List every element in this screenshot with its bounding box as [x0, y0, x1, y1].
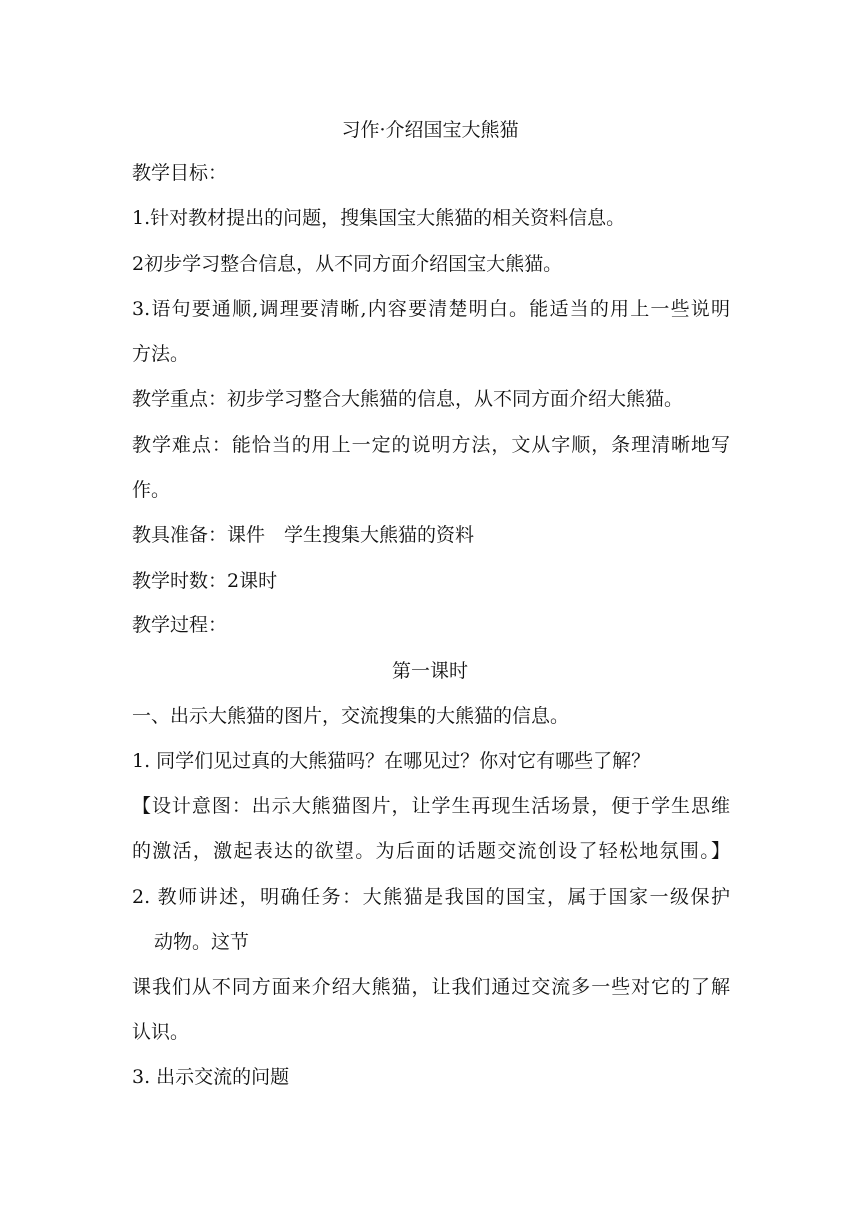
key-point: 教学重点：初步学习整合大熊猫的信息，从不同方面介绍大熊猫。 [132, 388, 684, 410]
process-heading: 教学过程： [132, 614, 228, 636]
design-intent-line-1: 【设计意图：出示大熊猫图片，让学生再现生活场景，便于学生思维 [132, 795, 730, 817]
materials: 教具准备：课件 学生搜集大熊猫的资料 [132, 524, 475, 546]
step-2-line-4: 认识。 [132, 1021, 190, 1043]
teaching-hours: 教学时数：2课时 [132, 570, 278, 592]
goal-3-line-2: 方法。 [132, 343, 190, 365]
difficulty-line-2: 作。 [132, 479, 171, 501]
step-3: 3. 出示交流的问题 [132, 1066, 290, 1088]
section-1-heading: 一、出示大熊猫的图片，交流搜集的大熊猫的信息。 [132, 705, 570, 727]
goals-heading: 教学目标： [132, 162, 228, 184]
difficulty-line-1: 教学难点：能恰当的用上一定的说明方法，文从字顺，条理清晰地写 [132, 434, 730, 456]
step-2-line-3: 课我们从不同方面来介绍大熊猫，让我们通过交流多一些对它的了解 [132, 976, 730, 998]
step-1: 1. 同学们见过真的大熊猫吗？在哪见过？你对它有哪些了解？ [132, 750, 651, 772]
step-2-line-1: 2. 教师讲述，明确任务：大熊猫是我国的国宝，属于国家一级保护 [132, 886, 730, 908]
goal-3-line-1: 3.语句要通顺,调理要清晰,内容要清楚明白。能适当的用上一些说明 [132, 298, 730, 320]
goal-1: 1.针对教材提出的问题，搜集国宝大熊猫的相关资料信息。 [132, 207, 626, 229]
lesson-title: 第一课时 [391, 660, 468, 682]
design-intent-line-2: 的激活，激起表达的欲望。为后面的话题交流创设了轻松地氛围。】 [132, 840, 730, 862]
document-title: 习作·介绍国宝大熊猫 [341, 119, 519, 141]
goal-2: 2初步学习整合信息，从不同方面介绍国宝大熊猫。 [132, 253, 563, 275]
step-2-line-2: 动物。这节 [154, 931, 250, 953]
